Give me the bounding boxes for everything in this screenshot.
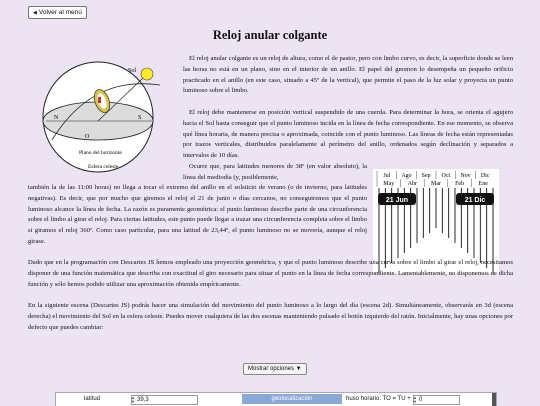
page-title: Reloj anular colgante (212, 28, 328, 42)
paragraph-latitude-start: Ocurre que, para latitudes menores de 38º (en valor absoluto), la línea del mediodía (y, posiblemente, (183, 163, 367, 181)
month-label-bottom: Mar (431, 181, 441, 187)
month-label-bottom: May (383, 181, 395, 187)
paragraph-usage: El reloj debe mantenerse en posición vertical suspendido de una cuerda. Para determinar la hora, se orienta el agujero hacia el Sol hasta conseguir que el punto luminoso incida en la línea de fecha correspondiente. En ese momento, se observa qué línea horaria, de manera precisa o aproximada, coincide con el punto luminoso. Las líneas de fecha están representadas por trazos verticales, distribuidos paralelamente al perímetro del anillo, ordenados según declinación y separados a intervalos de 10 días. (183, 109, 513, 160)
month-label-top: Ago (401, 173, 412, 179)
month-label-bottom: Ene (478, 181, 488, 187)
geolocation-button[interactable]: geolocalización (242, 394, 342, 404)
month-label-top: Jul (383, 173, 391, 179)
gnomon-hole (98, 97, 101, 103)
horizon-label: Plano del horizonte (79, 150, 122, 156)
latitude-label: latitud (84, 396, 101, 402)
month-label-top: Dic (480, 173, 490, 179)
back-to-menu-button[interactable]: ◀ Volver al menú (28, 6, 87, 19)
sun-label: Sol (128, 68, 137, 74)
month-label-top: Nov (460, 173, 471, 179)
west-label: O (85, 134, 90, 140)
sun-icon (141, 68, 153, 80)
show-options-button[interactable]: Mostrar opciones ▼ (243, 363, 307, 375)
north-label: N (54, 115, 59, 121)
latitude-input[interactable]: ▲ ▼ 39,3 (131, 395, 198, 405)
control-panel (55, 392, 497, 406)
celestial-sphere-label: Esfera celeste (88, 164, 119, 170)
month-label-top: Sep (421, 173, 431, 179)
months-bottom-row (377, 179, 488, 187)
badge-21-dic-text: 21 Dic (464, 197, 486, 204)
badge-21-jun-text: 21 Jun (385, 197, 409, 204)
celestial-sphere-figure (32, 55, 172, 175)
month-label-top: Oct (441, 173, 451, 179)
paragraph-latitude: también la de las 11:00 horas) no llega a tocar el extremo del anillo en el solsticio de verano (o de invierno, para latitudes negativas). Es decir, que por mucho que giremos el reloj el 21 de junio o días cercanos, no conseguiremos que el punto luminoso alcance la línea de fecha. La razón es puramente geométrica: el punto luminoso describe parte de una circunferencia sobre el limbo al girar el reloj. Para ciertas latitudes, este punto puede llegar a trazar una circunferencia completa sobre el limbo si giramos el reloj 360º. Como caso particular, para una latitud de 23,44º, el punto luminoso no se movería, aunque el reloj girase. (28, 184, 367, 245)
panel-edge (492, 393, 496, 406)
spinner-icon[interactable]: ▲ ▼ (131, 395, 135, 404)
paragraph-descartes: Dado que en la programación con Descartes JS hemos empleado una proyección geométrica, y que el punto luminoso describe una curva sobre el limbo al girar el reloj, necesitamos disponer de una función matemática que describa con exactitud el giro necesario para situar el punto en la línea de fecha correspondiente. Lamentablemente, no disponemos de dicha función y sólo hemos podido utilizar una aproximación obtenida empíricamente. (28, 259, 513, 288)
month-label-bottom: Abr (407, 181, 418, 187)
spinner-icon[interactable]: ▲ ▼ (413, 395, 417, 404)
paragraph-intro: El reloj anular colgante es un reloj de altura, como el de pastor, pero con limbo curvo, es decir, la superficie donde se leen las horas no está en un plano, sino en el interior de un anillo. El papel del gnomon lo desempeña un pequeño orificio practicado en el anillo (en este caso, situado a 45º de la vertical), que permite el paso de la luz solar y proyecta un punto luminoso sobre el limbo. (183, 55, 513, 95)
left-arrow-icon: ◀ (33, 10, 37, 16)
timezone-label: huso horario: TO = TU + (346, 396, 411, 402)
south-label: S (138, 115, 142, 121)
paragraph-scene: En la siguiente escena (Descartes JS) podrás hacer una simulación del movimiento del punto luminoso a lo largo del día (escena 2d). Simultáneamente, observarás en 3d (escena derecha) el movimiento del Sol en la esfera celeste. Puedes mover cualquiera de las dos escenas manteniendo pulsado el botón izquierdo del ratón. Inicialmente, hay unas opciones por defecto que puedes cambiar: (28, 302, 513, 331)
timezone-input[interactable]: ▲ ▼ 0 (413, 395, 460, 405)
month-label-bottom: Feb (455, 181, 465, 187)
